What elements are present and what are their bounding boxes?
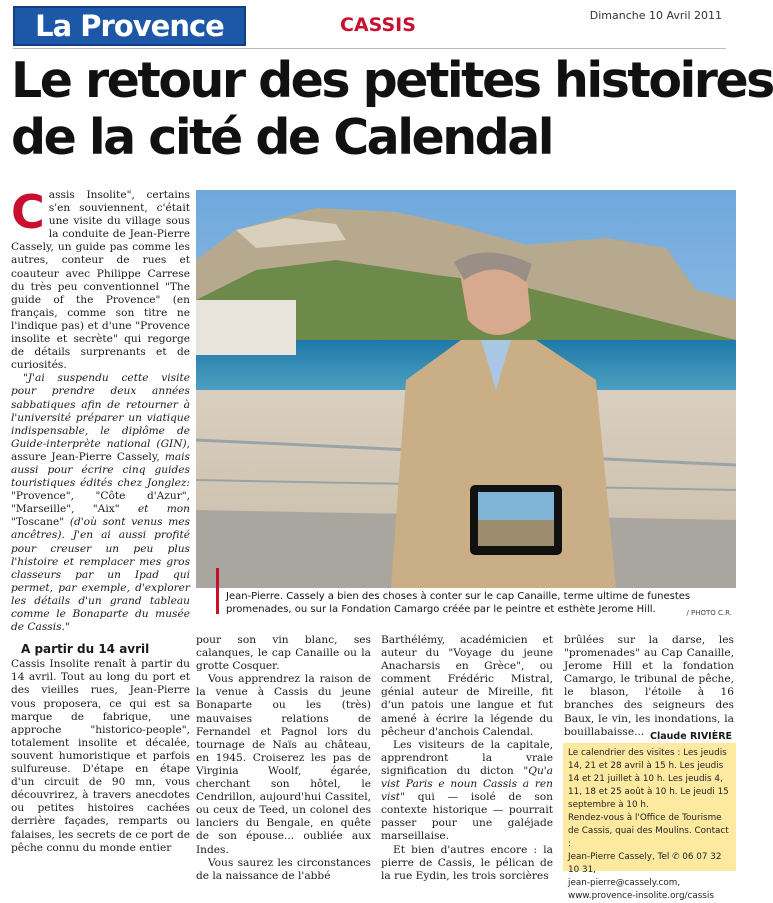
article-column-4	[564, 634, 734, 739]
header-rule	[13, 48, 726, 49]
photo-illustration	[196, 190, 736, 588]
body-paragraph: Et bien d'autres encore : la pierre de Cassis, le pélican de la rue Eydin, les trois sorcières	[381, 843, 553, 882]
info-box	[563, 743, 736, 901]
lead-paragraph: Cassis Insolite", certains s'en souviennent, c'était une visite du village sous la conduite de Jean-Pierre Cassely, un guide pas comme les autres, conteur de rues et coauteur avec Philippe Carrese du très peu conventionnel "The guide of the Provence" (en français, comme son titre ne l'indique pas) et d'une "Provence insolite et secrète" qui regorge de détails surprenants et de curiosités.	[11, 185, 190, 372]
caption-accent-bar	[216, 568, 219, 614]
newspaper-logo	[13, 6, 246, 46]
article-column-2	[196, 634, 371, 883]
contact-website: www.provence-insolite.org/cassis	[568, 891, 714, 901]
body-paragraph: Vous apprendrez la raison de la venue à Cassis du jeune Bonaparte ou les (très) mauvaises relations de Fernandel et Pagnol lors du tournage de Naïs au château, en 1945. Croiserez les pas de Virginia Woolf, égarée, cherchant son hôtel, le Cendrillon, aujourd'hui Cassitel, ou ceux de Teed, un colonel des lanciers du Bengale, en quête de son épouse... oubliée aux Indes.	[196, 673, 371, 856]
issue-date: Dimanche 10 Avril 2011	[589, 9, 722, 22]
newspaper-logo-text: La Provence	[35, 9, 224, 43]
drop-cap: C	[11, 185, 45, 239]
body-paragraph: pour son vin blanc, ses calanques, le cap Canaille ou la grotte Cosquer.	[196, 634, 371, 673]
headline-line-1: Le retour des petites histoires	[11, 52, 773, 109]
visit-calendar: Le calendrier des visites : Les jeudis 14, 21 et 28 avril à 15 h. Les jeudis 14 et 21 juillet à 10 h. Les jeudis 4, 11, 18 et 25 août à 10 h. Le jeudi 15 septembre à 10 h.	[568, 748, 729, 810]
subheading: A partir du 14 avril	[21, 642, 150, 657]
article-column-3	[381, 634, 553, 883]
headline-line-2: de la cité de Calendal	[11, 109, 553, 166]
article-column-1	[11, 185, 190, 855]
dictum-paragraph: Les visiteurs de la capitale, apprendront la vraie signification du dicton "Qu'a vist Paris e noun Cassis a ren vist" qui — isolé de son contexte historique — pourrait passer pour une galéjade marseillaise.	[381, 738, 553, 843]
article-photo	[196, 190, 736, 588]
body-paragraph: Vous saurez les circonstances de la naissance de l'abbé	[196, 856, 371, 882]
section-rubric: CASSIS	[340, 14, 416, 36]
meeting-point: Rendez-vous à l'Office de Tourisme de Cassis, quai des Moulins. Contact :	[568, 813, 729, 849]
body-paragraph: Cassis Insolite renaît à partir du 14 avril. Tout au long du port et des vieilles rues, Jean-Pierre vous proposera, ce qui est sa marque de fabrique, une approche "historico-people", totalement insolite et décalée, souvent humoristique et parfois sulfureuse. D'étape en étape d'un circuit de 90 mn, vous découvrirez, à travers anecdotes ou petites histoires cachées derrière façades, remparts ou falaises, les secrets de ce port de pêche connu du monde entier	[11, 658, 190, 854]
contact-phone: Jean-Pierre Cassely, Tel ✆ 06 07 32 10 31,	[568, 852, 722, 875]
photo-credit: / PHOTO C.R.	[686, 609, 732, 617]
quote-paragraph: "J'ai suspendu cette visite pour prendre deux années sabbatiques afin de retourner à l'université préparer un viatique indispensable, le diplôme de Guide-interprète national (GIN), assure Jean-Pierre Cassely, mais aussi pour écrire cinq guides touristiques édités chez Jonglez: "Provence", "Côte d'Azur", "Marseille", "Aix" et mon "Toscane" (d'où sont venus mes ancêtres). J'en ai aussi profité pour creuser un peu plus l'histoire et remplacer mes gros classeurs par un Ipad qui permet, par exemple, d'explorer les détails d'un grand tableau comme le Bonaparte du musée de Cassis."	[11, 372, 190, 634]
article-headline	[11, 52, 773, 166]
body-paragraph: brûlées sur la darse, les "promenades" au Cap Canaille, Jerome Hill et la fondation Camargo, le tribunal de pêche, le blason, l'étoile à 16 branches des seigneurs des Baux, le vin, les inondations, la bouillabaisse...	[564, 634, 734, 738]
photo-caption	[216, 590, 736, 616]
caption-text: Jean-Pierre. Cassely a bien des choses à conter sur le cap Canaille, terme ultime de funestes promenades, ou sur la Fondation Camargo créée par le peintre et esthète Jerome Hill.	[226, 591, 691, 615]
body-paragraph: Barthélémy, académicien et auteur du "Voyage du jeune Anacharsis en Grèce", ou comment Frédéric Mistral, génial auteur de Mireille, fit d'un patois une langue et fut amené à écrire la légende du pêcheur d'anchois Calendal.	[381, 634, 553, 738]
contact-email: jean-pierre@cassely.com,	[568, 878, 681, 888]
author-signature: Claude RIVIÈRE	[650, 731, 732, 742]
